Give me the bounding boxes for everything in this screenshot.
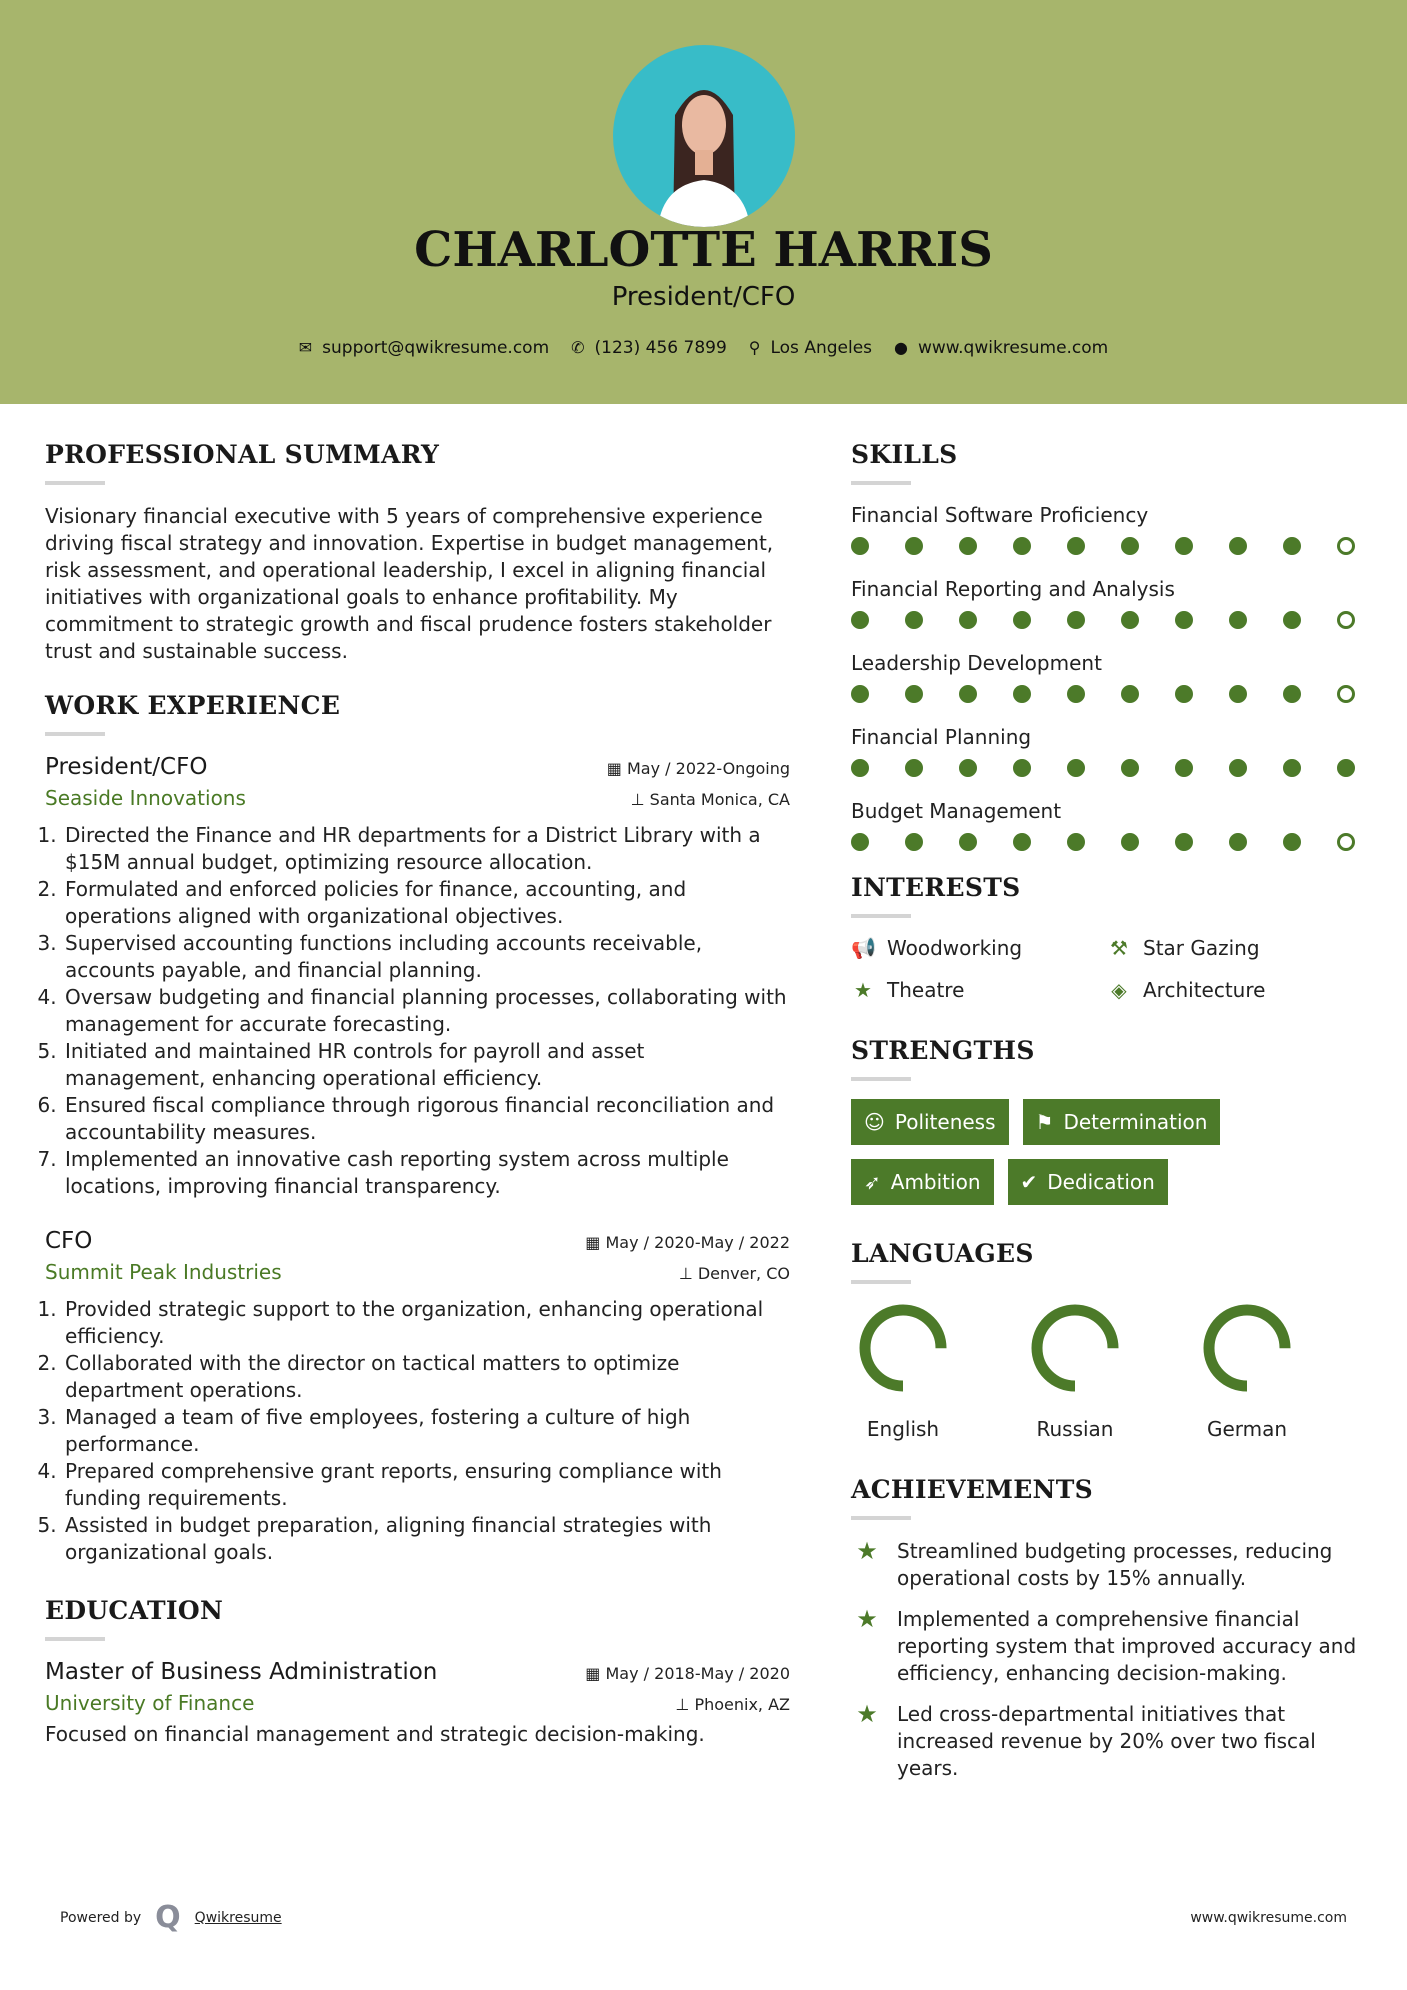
rating-dot xyxy=(959,833,977,851)
summary-section xyxy=(45,440,790,665)
achievement-item xyxy=(851,1606,1371,1687)
strength-badge xyxy=(851,1159,994,1205)
envelope-icon: ✉ xyxy=(298,338,313,357)
rating-dot xyxy=(1229,537,1247,555)
bullet: 7. Implemented an innovative cash reporting system across multiple locations, improving financial transparency. xyxy=(63,1146,790,1200)
resume-header xyxy=(0,0,1407,404)
interest-item xyxy=(1107,978,1347,1002)
interest-label: Woodworking xyxy=(887,936,1023,960)
contact-bar xyxy=(0,338,1407,358)
strength-label: Determination xyxy=(1063,1110,1208,1134)
map-pin-icon: ⚲ xyxy=(748,338,761,357)
ticket-icon: ◈ xyxy=(1111,978,1127,1002)
bullet: 3. Managed a team of five employees, fostering a culture of high performance. xyxy=(63,1404,790,1458)
skill-rating xyxy=(851,611,1355,629)
rating-dot xyxy=(1229,833,1247,851)
strength-label: Ambition xyxy=(890,1170,981,1194)
rating-dot xyxy=(1229,759,1247,777)
divider xyxy=(851,1077,911,1081)
language-level-ring xyxy=(1029,1302,1121,1394)
skill-label: Leadership Development xyxy=(851,651,1102,675)
strength-label: Politeness xyxy=(894,1110,996,1134)
company: Summit Peak Industries xyxy=(45,1260,282,1284)
rating-dot xyxy=(1283,759,1301,777)
divider xyxy=(45,1637,105,1641)
rating-dot xyxy=(959,685,977,703)
rating-dot xyxy=(1013,759,1031,777)
rating-dot xyxy=(905,537,923,555)
rating-dot xyxy=(1337,759,1355,777)
bullet: 4. Oversaw budgeting and financial planning processes, collaborating with management for accurate forecasting. xyxy=(63,984,790,1038)
skill-rating xyxy=(851,759,1355,777)
rating-dot xyxy=(905,833,923,851)
section-heading: EDUCATION xyxy=(45,1596,224,1625)
star-icon: ★ xyxy=(854,978,872,1002)
pin-icon: ⊥ xyxy=(675,1695,695,1714)
skills-list xyxy=(851,503,1371,851)
rating-dot xyxy=(1283,685,1301,703)
rating-dot xyxy=(851,759,869,777)
shooting-star-icon: ★ xyxy=(856,1537,878,1565)
skill-label: Financial Planning xyxy=(851,725,1032,749)
job-title: CFO xyxy=(45,1228,93,1254)
summary-text: Visionary financial executive with 5 years of comprehensive experience driving fiscal strategy and innovation. Expertise in budget management, risk assessment, and operational leadership, I excel in aligning financial initiatives with organizational goals to enhance profitability. My commitment to strategic growth and fiscal prudence fosters stakeholder trust and sustainable success. xyxy=(45,504,774,663)
globe-icon: ● xyxy=(894,338,908,357)
calendar-icon: ▦ xyxy=(585,1233,606,1252)
section-heading: INTERESTS xyxy=(851,873,1021,902)
strength-badge xyxy=(1008,1159,1168,1205)
edu-dates: May / 2018-May / 2020 xyxy=(605,1664,790,1683)
rating-dot xyxy=(1067,833,1085,851)
website-link[interactable]: www.qwikresume.com xyxy=(917,338,1109,358)
rating-dot xyxy=(1067,759,1085,777)
achievement-text: Streamlined budgeting processes, reducing operational costs by 15% annually. xyxy=(897,1539,1333,1590)
job-location: Santa Monica, CA xyxy=(649,790,790,809)
interest-item xyxy=(851,978,1107,1002)
skill-label: Financial Reporting and Analysis xyxy=(851,577,1175,601)
rating-dot xyxy=(1013,685,1031,703)
shooting-star-icon: ★ xyxy=(856,1605,878,1633)
rating-dot xyxy=(1067,611,1085,629)
pin-icon: ⊥ xyxy=(630,790,650,809)
footer xyxy=(60,1900,1347,1935)
experience-section xyxy=(45,691,790,1566)
email-link[interactable]: support@qwikresume.com xyxy=(322,338,550,358)
rating-dot xyxy=(851,833,869,851)
school: University of Finance xyxy=(45,1691,255,1715)
rating-dot xyxy=(1229,685,1247,703)
bullet: 3. Supervised accounting functions including accounts receivable, accounts payable, and financial planning. xyxy=(63,930,790,984)
phone-icon: ✆ xyxy=(571,338,585,357)
rating-dot xyxy=(905,685,923,703)
language-item xyxy=(1201,1302,1293,1443)
company: Seaside Innovations xyxy=(45,786,246,810)
rating-dot xyxy=(1067,537,1085,555)
skill-item xyxy=(851,577,1371,629)
rating-dot xyxy=(905,611,923,629)
skill-rating xyxy=(851,537,1355,555)
section-heading: STRENGTHS xyxy=(851,1036,1035,1065)
achievement-item xyxy=(851,1538,1371,1592)
rating-dot xyxy=(1175,611,1193,629)
strengths-list xyxy=(851,1099,1311,1205)
rating-dot xyxy=(1283,611,1301,629)
rating-dot xyxy=(1175,685,1193,703)
calendar-icon: ▦ xyxy=(606,759,627,778)
education-section xyxy=(45,1596,790,1748)
bullet: 1. Provided strategic support to the organization, enhancing operational efficiency. xyxy=(63,1296,790,1350)
candidate-title: President/CFO xyxy=(611,282,796,312)
divider xyxy=(851,1516,911,1520)
job-entry xyxy=(45,754,790,1200)
rating-dot xyxy=(851,537,869,555)
profile-photo xyxy=(613,45,795,227)
edu-location: Phoenix, AZ xyxy=(694,1695,790,1714)
calendar-icon: ▦ xyxy=(585,1664,606,1683)
skill-item xyxy=(851,503,1371,555)
job-title: President/CFO xyxy=(45,754,208,780)
divider xyxy=(851,914,911,918)
rating-dot xyxy=(1229,611,1247,629)
right-column xyxy=(851,440,1371,1796)
interest-item xyxy=(1107,936,1347,960)
location-text: Los Angeles xyxy=(770,338,873,358)
achievement-text: Implemented a comprehensive financial reporting system that improved accuracy and efficiency, enhancing decision-making. xyxy=(897,1607,1357,1685)
section-heading: SKILLS xyxy=(851,440,958,469)
rating-dot xyxy=(851,685,869,703)
rating-dot xyxy=(1121,833,1139,851)
languages-list xyxy=(857,1302,1371,1443)
bullet: 2. Formulated and enforced policies for finance, accounting, and operations aligned with organizational objectives. xyxy=(63,876,790,930)
smile-icon: ☺ xyxy=(864,1110,885,1134)
strength-label: Dedication xyxy=(1047,1170,1155,1194)
rating-dot xyxy=(1337,537,1355,555)
skill-item xyxy=(851,725,1371,777)
interest-label: Architecture xyxy=(1143,978,1266,1002)
phone-text: (123) 456 7899 xyxy=(594,338,727,358)
achievement-item xyxy=(851,1701,1371,1782)
job-bullets xyxy=(63,1296,790,1566)
rating-dot xyxy=(1013,833,1031,851)
rating-dot xyxy=(1337,685,1355,703)
pin-icon: ⊥ xyxy=(678,1264,698,1283)
section-heading: ACHIEVEMENTS xyxy=(851,1475,1093,1504)
rating-dot xyxy=(1067,685,1085,703)
check-circle-icon: ✔ xyxy=(1020,1170,1038,1194)
rating-dot xyxy=(959,537,977,555)
rating-dot xyxy=(851,611,869,629)
interest-item xyxy=(851,936,1107,960)
bullet: 2. Collaborated with the director on tactical matters to optimize department operations. xyxy=(63,1350,790,1404)
flag-icon: ⚑ xyxy=(1035,1110,1054,1134)
language-level-ring xyxy=(1201,1302,1293,1394)
qwikresume-logo-icon: Q xyxy=(155,1900,181,1935)
footer-website[interactable]: www.qwikresume.com xyxy=(1190,1909,1347,1926)
divider xyxy=(851,1280,911,1284)
bullhorn-icon: 📢 xyxy=(851,936,876,960)
brand-link[interactable]: Qwikresume xyxy=(194,1909,282,1926)
skill-rating xyxy=(851,833,1355,851)
rating-dot xyxy=(959,611,977,629)
candidate-name: CHARLOTTE HARRIS xyxy=(414,222,993,278)
language-level-ring xyxy=(857,1302,949,1394)
section-heading: PROFESSIONAL SUMMARY xyxy=(45,440,440,469)
strength-badge xyxy=(1023,1099,1221,1145)
powered-by-label: Powered by xyxy=(60,1909,142,1926)
job-entry xyxy=(45,1228,790,1566)
rating-dot xyxy=(1013,537,1031,555)
left-column xyxy=(45,440,790,1774)
job-dates: May / 2022-Ongoing xyxy=(627,759,790,778)
divider xyxy=(45,481,105,485)
bullet: 4. Prepared comprehensive grant reports, ensuring compliance with funding requirements. xyxy=(63,1458,790,1512)
bullet: 5. Initiated and maintained HR controls for payroll and asset management, enhancing operational efficiency. xyxy=(63,1038,790,1092)
rating-dot xyxy=(1175,537,1193,555)
rocket-icon: ➶ xyxy=(864,1170,881,1194)
rating-dot xyxy=(905,759,923,777)
achievements-list xyxy=(851,1538,1371,1782)
bullet: 5. Assisted in budget preparation, aligning financial strategies with organizational goals. xyxy=(63,1512,790,1566)
edu-description: Focused on financial management and strategic decision-making. xyxy=(45,1722,705,1746)
language-label: Russian xyxy=(1036,1417,1114,1441)
job-bullets xyxy=(63,822,790,1200)
rating-dot xyxy=(1283,537,1301,555)
skill-rating xyxy=(851,685,1355,703)
rating-dot xyxy=(959,759,977,777)
skill-label: Budget Management xyxy=(851,799,1062,823)
strength-badge xyxy=(851,1099,1009,1145)
language-item xyxy=(1029,1302,1121,1443)
rating-dot xyxy=(1283,833,1301,851)
bullet: 1. Directed the Finance and HR departments for a District Library with a $15M annual budget, optimizing resource allocation. xyxy=(63,822,790,876)
language-label: English xyxy=(866,1417,940,1441)
language-item xyxy=(857,1302,949,1443)
rating-dot xyxy=(1337,611,1355,629)
job-dates: May / 2020-May / 2022 xyxy=(605,1233,790,1252)
divider xyxy=(851,481,911,485)
rating-dot xyxy=(1013,611,1031,629)
skill-label: Financial Software Proficiency xyxy=(851,503,1149,527)
rating-dot xyxy=(1121,611,1139,629)
achievement-text: Led cross-departmental initiatives that increased revenue by 20% over two fiscal years. xyxy=(897,1702,1316,1780)
divider xyxy=(45,732,105,736)
rating-dot xyxy=(1121,759,1139,777)
rating-dot xyxy=(1337,833,1355,851)
interests-list xyxy=(851,936,1371,1002)
interest-label: Star Gazing xyxy=(1143,936,1260,960)
job-location: Denver, CO xyxy=(697,1264,790,1283)
rating-dot xyxy=(1175,759,1193,777)
language-label: German xyxy=(1206,1417,1288,1441)
section-heading: LANGUAGES xyxy=(851,1239,1034,1268)
shooting-star-icon: ★ xyxy=(856,1700,878,1728)
gavel-icon: ⚒ xyxy=(1110,936,1128,960)
rating-dot xyxy=(1121,685,1139,703)
skill-item xyxy=(851,651,1371,703)
skill-item xyxy=(851,799,1371,851)
rating-dot xyxy=(1175,833,1193,851)
interest-label: Theatre xyxy=(887,978,965,1002)
degree: Master of Business Administration xyxy=(45,1659,438,1685)
rating-dot xyxy=(1121,537,1139,555)
section-heading: WORK EXPERIENCE xyxy=(45,691,341,720)
bullet: 6. Ensured fiscal compliance through rigorous financial reconciliation and accountability measures. xyxy=(63,1092,790,1146)
